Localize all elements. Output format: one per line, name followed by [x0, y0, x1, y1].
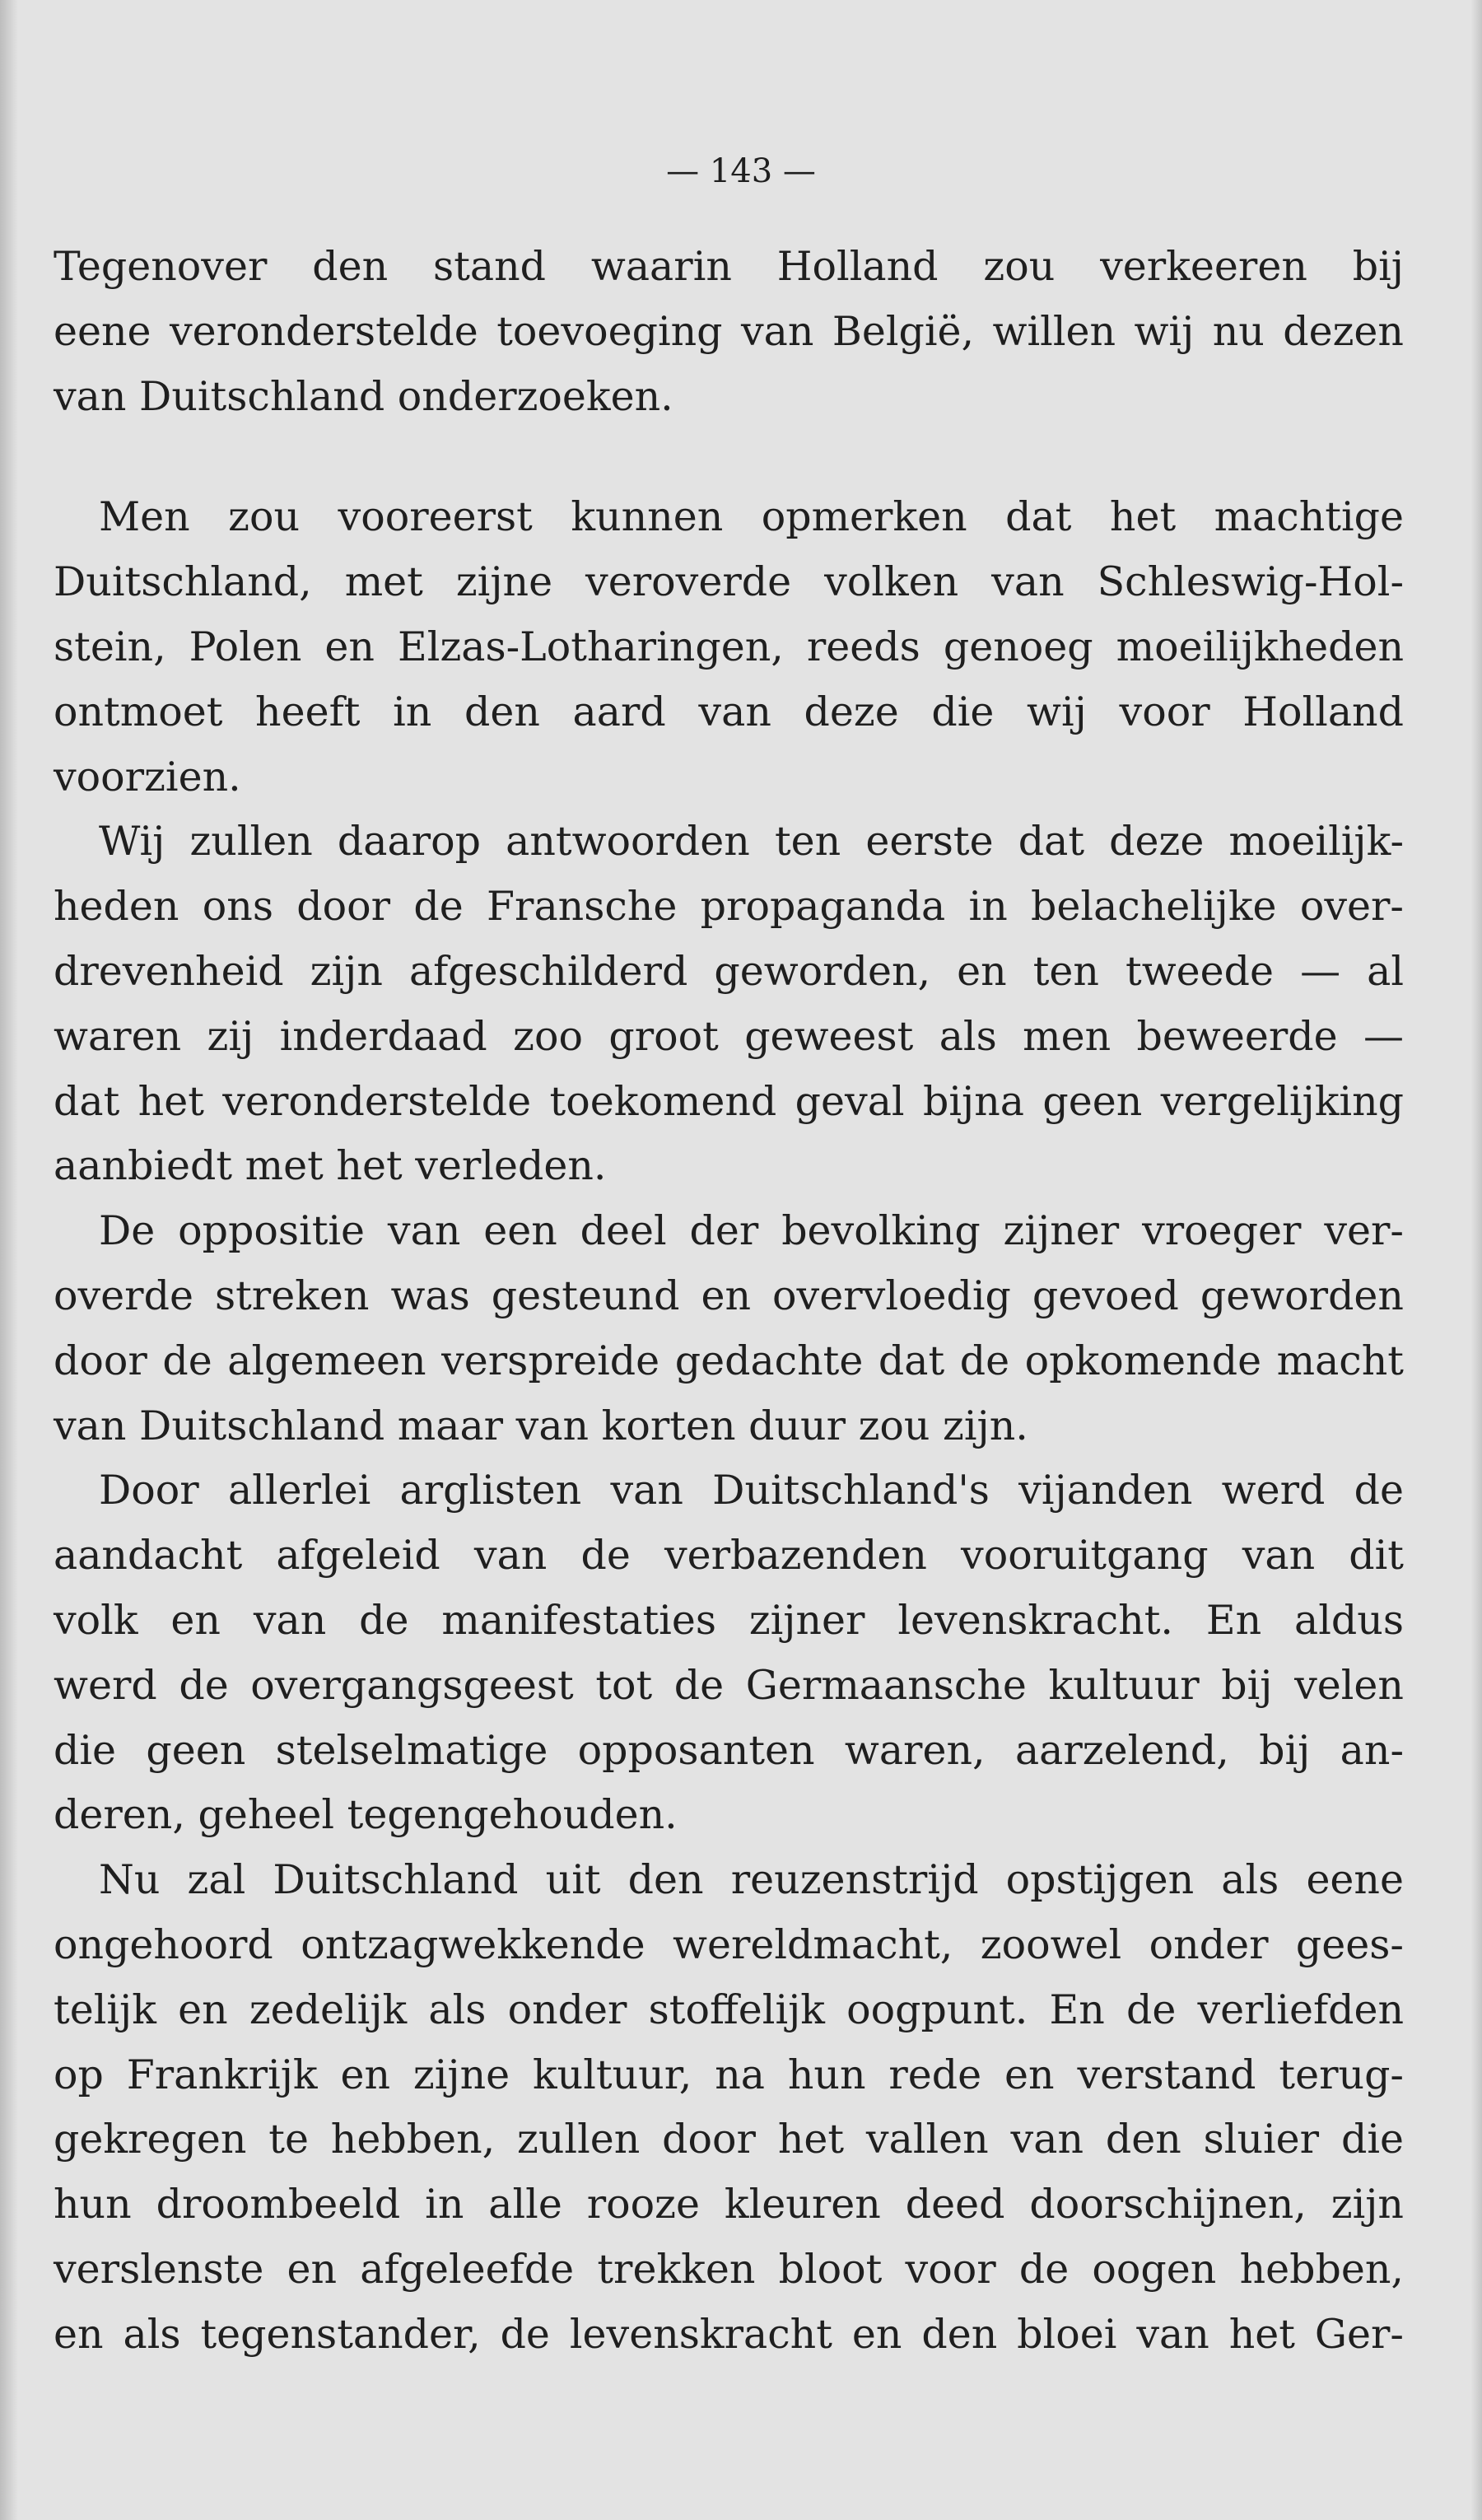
- text-line: heden ons door de Fransche propaganda in belachelijke over-: [54, 883, 1404, 931]
- text-line: ontmoet heeft in den aard van deze die wij voor Holland: [54, 688, 1404, 735]
- text-line: verslenste en afgeleefde trekken bloot voor de oogen hebben,: [54, 2245, 1404, 2293]
- text-line: Door allerlei arglisten van Duitschland's vijanden werd de: [99, 1467, 1404, 1514]
- text-line: aanbiedt met het verleden.: [54, 1142, 607, 1190]
- paragraph: [54, 1848, 1404, 2367]
- text-line: van Duitschland maar van korten duur zou zijn.: [54, 1402, 1028, 1449]
- text-line: op Frankrijk en zijne kultuur, na hun rede en verstand terug-: [54, 2051, 1404, 2098]
- text-line: voorzien.: [54, 753, 241, 800]
- text-line: stein, Polen en Elzas-Lotharingen, reeds genoeg moeilijkheden: [54, 623, 1404, 670]
- text-line: werd de overgangsgeest tot de Germaansche kultuur bij velen: [54, 1661, 1404, 1709]
- paragraph: [54, 1199, 1404, 1458]
- text-line: eene veronderstelde toevoeging van België, willen wij nu dezen: [54, 307, 1404, 355]
- text-line: die geen stelselmatige opposanten waren, aarzelend, bij an-: [54, 1726, 1404, 1774]
- text-line: Nu zal Duitschland uit den reuzenstrijd opstijgen als eene: [99, 1856, 1404, 1904]
- text-line: en als tegenstander, de levenskracht en den bloei van het Ger-: [54, 2310, 1404, 2358]
- paragraph: [54, 235, 1404, 429]
- paragraph: [54, 485, 1404, 810]
- page-number: — 143 —: [666, 152, 816, 190]
- text-line: deren, geheel tegengehouden.: [54, 1791, 678, 1839]
- text-line: hun droombeeld in alle rooze kleuren deed doorschijnen, zijn: [54, 2181, 1404, 2228]
- body-text: [54, 235, 1404, 2368]
- paragraph: [54, 810, 1404, 1199]
- text-line: overde streken was gesteund en overvloedig gevoed geworden: [54, 1272, 1404, 1319]
- text-line: ongehoord ontzagwekkende wereldmacht, zoowel onder gees-: [54, 1920, 1404, 1968]
- text-line: Tegenover den stand waarin Holland zou verkeeren bij: [54, 243, 1404, 290]
- text-line: gekregen te hebben, zullen door het vallen van den sluier die: [54, 2116, 1404, 2163]
- text-line: De oppositie van een deel der bevolking zijner vroeger ver-: [99, 1207, 1404, 1255]
- text-line: dat het veronderstelde toekomend geval bijna geen vergelijking: [54, 1077, 1404, 1125]
- text-line: telijk en zedelijk als onder stoffelijk oogpunt. En de verliefden: [54, 1986, 1404, 2033]
- text-line: drevenheid zijn afgeschilderd geworden, en ten tweede — al: [54, 947, 1404, 995]
- text-line: door de algemeen verspreide gedachte dat de opkomende macht: [54, 1337, 1404, 1384]
- text-line: waren zij inderdaad zoo groot geweest als men beweerde —: [54, 1012, 1404, 1060]
- text-line: Wij zullen daarop antwoorden ten eerste dat deze moeilijk-: [99, 818, 1404, 866]
- text-line: aandacht afgeleid van de verbazenden vooruitgang van dit: [54, 1532, 1404, 1580]
- text-line: van Duitschland onderzoeken.: [54, 372, 673, 420]
- text-line: volk en van de manifestaties zijner levenskracht. En aldus: [54, 1596, 1404, 1644]
- paragraph: [54, 1458, 1404, 1848]
- text-line: Men zou vooreerst kunnen opmerken dat het machtige: [99, 493, 1404, 541]
- text-line: Duitschland, met zijne veroverde volken van Schleswig-Hol-: [54, 558, 1404, 606]
